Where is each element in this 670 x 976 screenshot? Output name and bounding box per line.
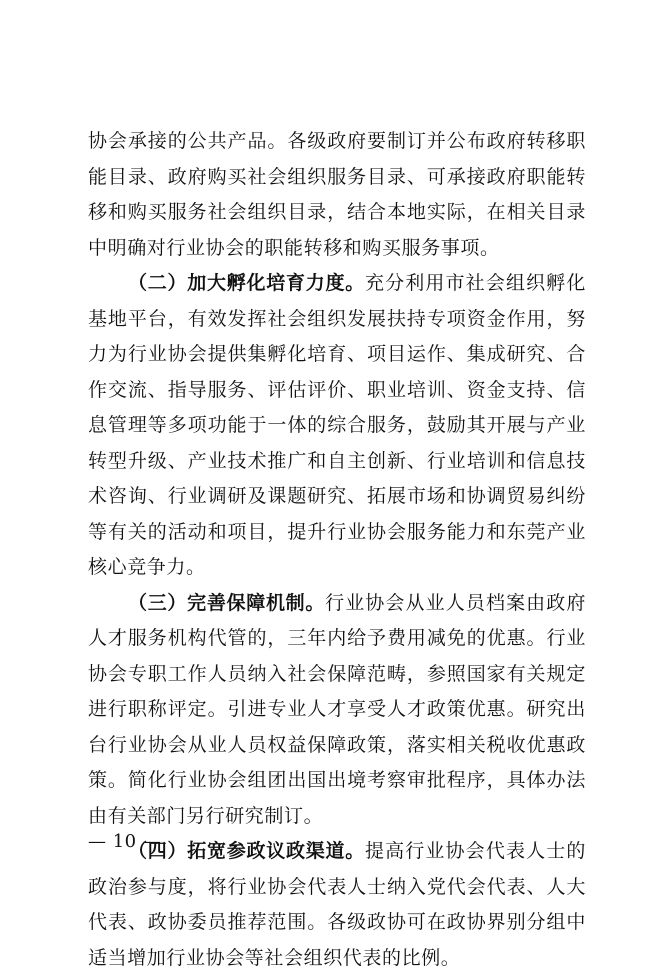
section-two-heading: （二）加大孵化培育力度。 <box>128 272 365 294</box>
section-two-paragraph <box>88 266 586 586</box>
section-four-paragraph <box>88 834 586 976</box>
paragraph-text: 协会承接的公共产品。各级政府要制订并公布政府转移职能目录、政府购买社会组织服务目录、可承接政府职能转移和购买服务社会组织目录，结合本地实际，在相关目录中明确对行业协会的职能转移和购买服务事项。 <box>88 130 586 259</box>
section-two-text: 充分利用市社会组织孵化基地平台，有效发挥社会组织发展扶持专项资金作用，努力为行业协会提供集孵化培育、项目运作、集成研究、合作交流、指导服务、评估评价、职业培训、资金支持、信息管理等多项功能于一体的综合服务，鼓励其开展与产业转型升级、产业技术推广和自主创新、行业培训和信息技术咨询、行业调研及课题研究、拓展市场和协调贸易纠纷等有关的活动和项目，提升行业协会服务能力和东莞产业核心竞争力。 <box>88 272 587 578</box>
section-four-text: 提高行业协会代表人士的政治参与度，将行业协会代表人士纳入党代会代表、人大代表、政协委员推荐范围。各级政协可在政协界别分组中适当增加行业协会等社会组织代表的比例。 <box>88 840 587 969</box>
page-number: — 10 — <box>88 831 162 852</box>
section-three-text: 行业协会从业人员档案由政府人才服务机构代管的，三年内给予费用减免的优惠。行业协会专职工作人员纳入社会保障范畴，参照国家有关规定进行职称评定。引进专业人才享受人才政策优惠。研究出台行业协会从业人员权益保障政策，落实相关税收优惠政策。简化行业协会组团出国出境考察审批程序，具体办法由有关部门另行研究制订。 <box>88 591 586 827</box>
section-three-heading: （三）完善保障机制。 <box>128 591 326 614</box>
section-three-paragraph <box>88 586 586 835</box>
section-four-heading: （四）拓宽参政议政渠道。 <box>128 840 365 862</box>
body-text <box>88 124 586 976</box>
paragraph-continuation <box>88 124 586 266</box>
